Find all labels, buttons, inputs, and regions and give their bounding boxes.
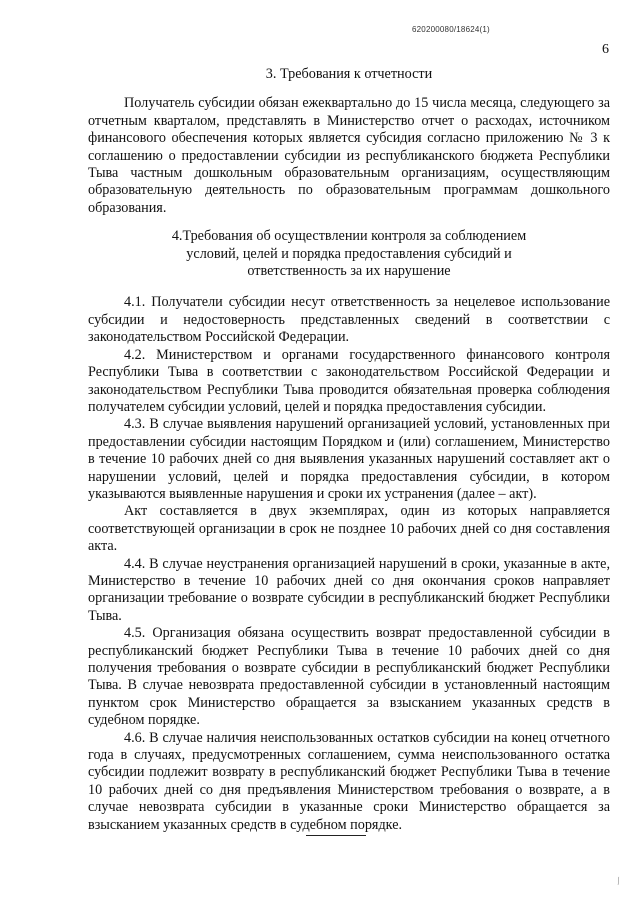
paragraph-4-4: 4.4. В случае неустранения организацией нарушений в сроки, указанные в акте, Министерство в течение 10 рабочих дней со дня окончания сроков направляет организации требование о возврате субсидии в республиканский бюджет Республики Тыва. [88,555,610,624]
paragraph-4-6: 4.6. В случае наличия неиспользованных остатков субсидии на конец отчетного года в случаях, предусмотренных соглашением, сумма неиспользованного остатка субсидии подлежит возврату в республиканский бюджет Республики Тыва в течение 10 рабочих дней со дня предъявления Министерством требования о возврате, а в случае невозврата субсидии в указанные сроки Министерство обращается за взысканием указанных средств в судебном порядке. [88,729,610,833]
document-number: 620200080/18624(1) [412,25,490,34]
section-3-title: 3. Требования к отчетности [265,66,433,82]
section-4-title-line: 4.Требования об осуществлении контроля за соблюдением [171,228,527,245]
section-4-title-line: условий, целей и порядка предоставления субсидий и [186,245,512,262]
paragraph-4-2: 4.2. Министерством и органами государственного финансового контроля Республики Тыва в соответствии с законодательством Российской Федерации и законодательством Республики Тыва проводится обязательная проверка соблюдения получателем субсидии условий, целей и порядка предоставления субсидии. [88,346,610,415]
document-body [88,66,610,834]
paragraph-4-5: 4.5. Организация обязана осуществить возврат предоставленной субсидии в республиканский бюджет Республики Тыва в течение 10 рабочих дней со дня получения требования о возврате субсидии в республиканский бюджет Республики Тыва. В случае невозврата предоставленной субсидии в установленный настоящим пунктом срок Министерство обращается за взысканием указанных средств в судебном порядке. [88,625,610,729]
paragraph-act: Акт составляется в двух экземплярах, один из которых направляется соответствующей организации в срок не позднее 10 рабочих дней со дня составления акта. [88,503,610,555]
page-number: 6 [602,42,609,57]
paragraph-4-3: 4.3. В случае выявления нарушений организацией условий, установленных при предоставлении субсидии настоящим Порядком и (или) соглашением, Министерство в течение 10 рабочих дней со дня выявления указанных нарушений составляет акт о нарушении условий, целей и порядка предоставления субсидии, в котором указываются выявленные нарушения и сроки их устранения (далее – акт). [88,416,610,502]
section-4-title-line: ответственность за их нарушение [247,263,451,280]
paragraph-4-1: 4.1. Получатели субсидии несут ответственность за нецелевое использование субсидии и недостоверность представленных сведений в соответствии с законодательством Российской Федерации. [88,294,610,346]
scan-mark-icon: ⁄ [615,876,623,887]
section-4-title [88,228,610,280]
end-divider [306,835,366,836]
section-3-paragraph: Получатель субсидии обязан ежеквартально до 15 числа месяца, следующего за отчетным кварталом, представлять в Министерство отчет о расходах, источником финансового обеспечения которых является субсидия согласно приложению № 3 к соглашению о предоставлении субсидии из республиканского бюджета Республики Тыва частным дошкольным образовательным организациям, осуществляющим образовательную деятельность по образовательным программам дошкольного образования. [88,95,610,216]
